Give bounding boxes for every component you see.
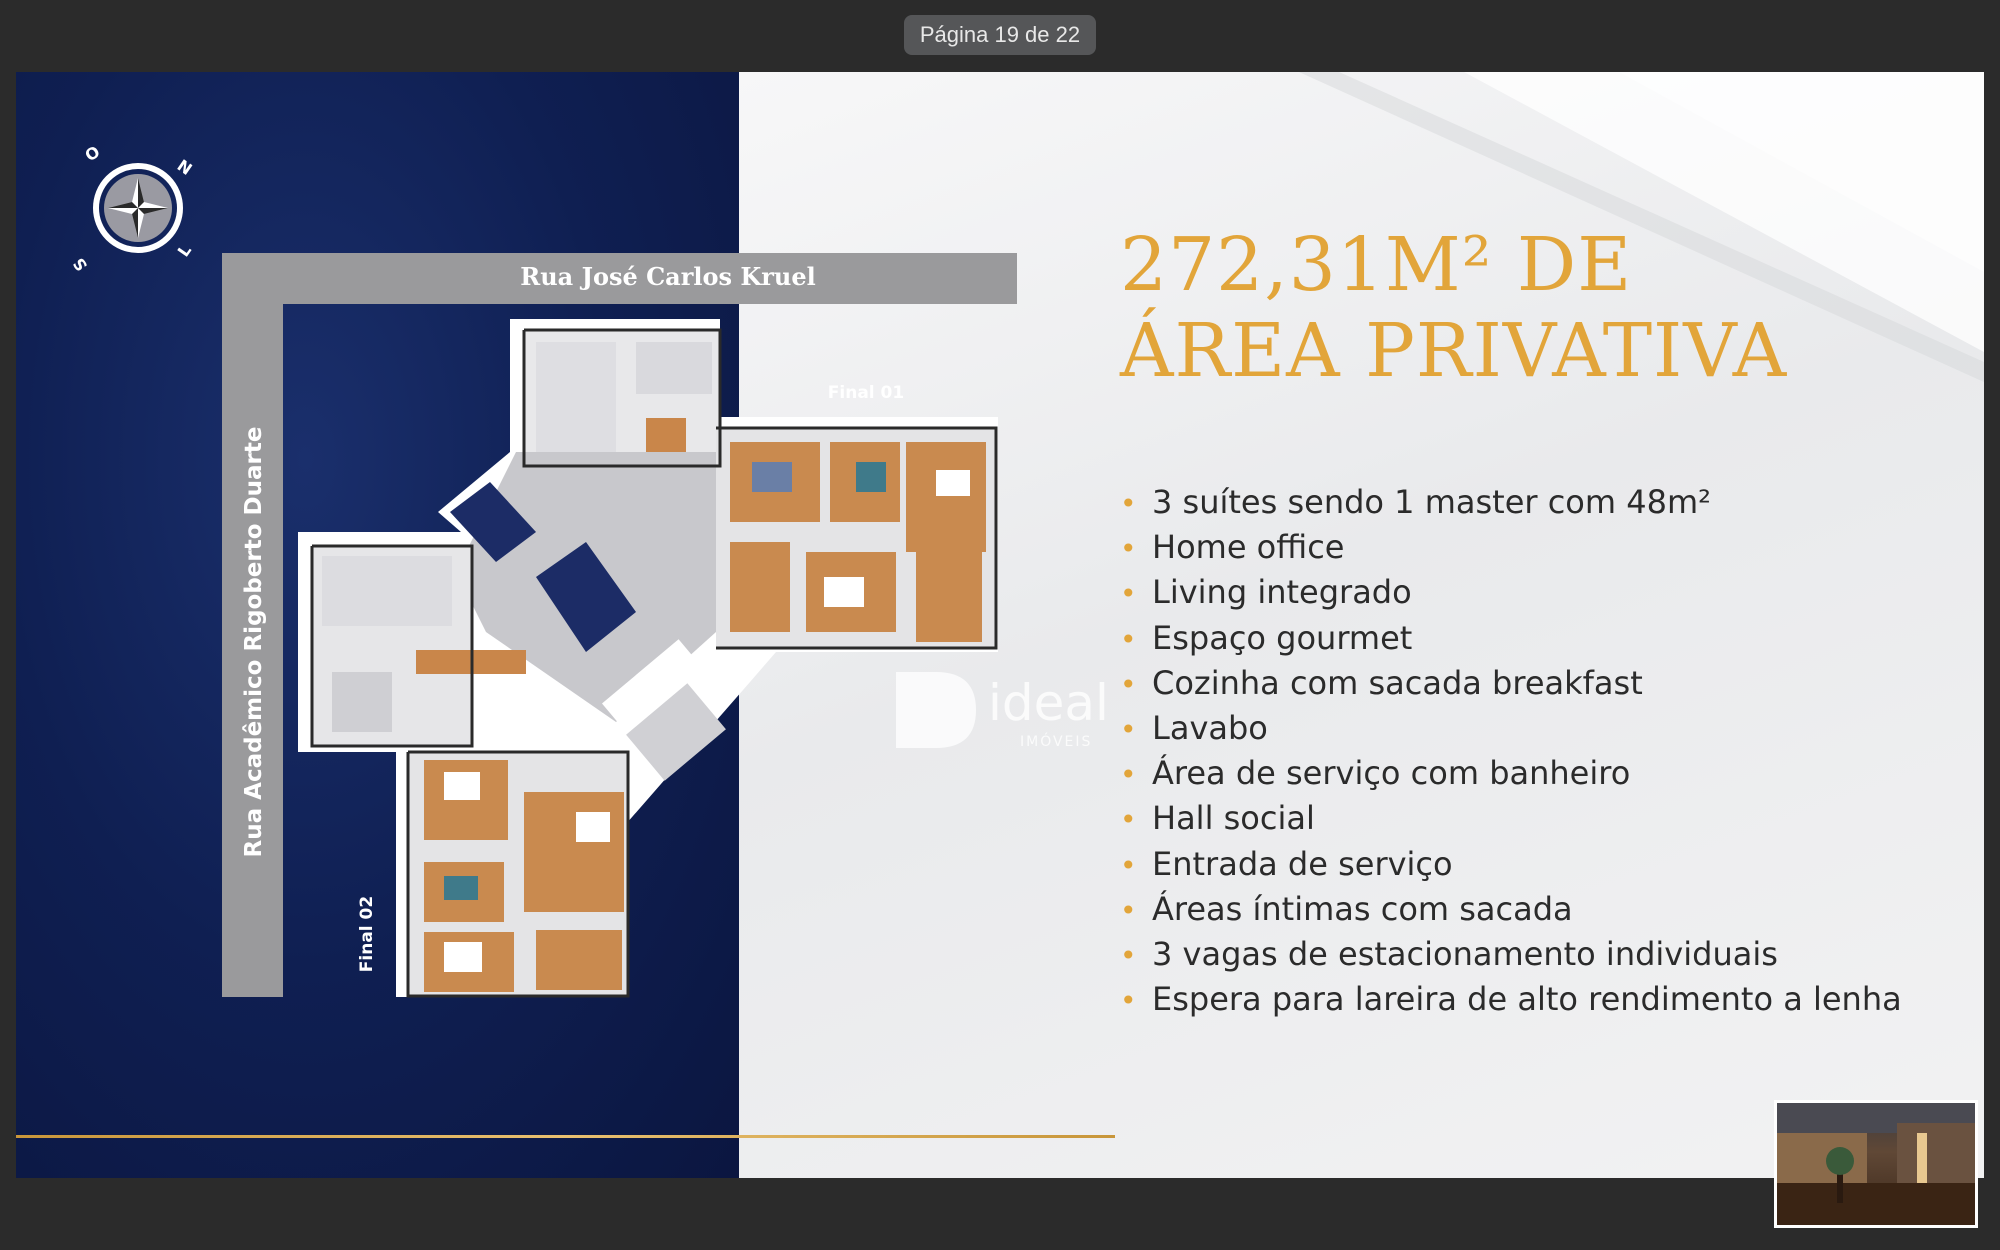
bullet-icon: • bbox=[1120, 622, 1137, 656]
label-final02: Final 02 bbox=[357, 895, 377, 973]
compass-n: N bbox=[173, 155, 196, 179]
slide-canvas bbox=[16, 72, 1984, 1178]
watermark-sub: IMÓVEIS bbox=[1020, 734, 1093, 750]
watermark-brand: ideal bbox=[988, 674, 1109, 732]
bullet-icon: • bbox=[1120, 712, 1137, 746]
feature-item: • Cozinha com sacada breakfast bbox=[1120, 661, 1902, 706]
floor-plan bbox=[16, 72, 1116, 1132]
bullet-icon: • bbox=[1120, 487, 1137, 520]
feature-item: • Home office bbox=[1120, 525, 1902, 570]
feature-item: • 3 suítes sendo 1 master com 48m² bbox=[1120, 480, 1902, 525]
bullet-icon: • bbox=[1120, 577, 1137, 611]
bullet-icon: • bbox=[1120, 803, 1137, 837]
bullet-icon: • bbox=[1120, 848, 1137, 882]
bullet-icon: • bbox=[1120, 532, 1137, 566]
feature-item: • Living integrado bbox=[1120, 570, 1902, 615]
ideal-watermark-logo bbox=[896, 662, 1136, 752]
feature-item: • Áreas íntimas com sacada bbox=[1120, 887, 1902, 932]
feature-item: • 3 vagas de estacionamento individuais bbox=[1120, 932, 1902, 977]
feature-item: • Área de serviço com banheiro bbox=[1120, 751, 1902, 796]
street-top-label: Rua José Carlos Kruel bbox=[520, 262, 816, 291]
thumbnail-preview bbox=[1777, 1103, 1975, 1225]
feature-item: • Hall social bbox=[1120, 796, 1902, 841]
feature-item: • Lavabo bbox=[1120, 706, 1902, 751]
bullet-icon: • bbox=[1120, 984, 1137, 1018]
next-slide-thumbnail[interactable] bbox=[1774, 1100, 1978, 1228]
bullet-icon: • bbox=[1120, 938, 1137, 972]
feature-item: • Espera para lareira de alto rendimento a lenha bbox=[1120, 977, 1902, 1022]
compass-l: L bbox=[173, 241, 196, 261]
title-line-1: 272,31M² DE bbox=[1120, 222, 1633, 308]
compass-s: S bbox=[69, 254, 92, 275]
feature-list bbox=[1120, 480, 1902, 1022]
building bbox=[298, 319, 998, 997]
compass-o: O bbox=[81, 141, 104, 166]
area-title bbox=[1120, 222, 1787, 394]
bullet-icon: • bbox=[1120, 667, 1137, 701]
title-line-2: ÁREA PRIVATIVA bbox=[1120, 308, 1788, 394]
feature-item: • Entrada de serviço bbox=[1120, 842, 1902, 887]
bullet-icon: • bbox=[1120, 893, 1137, 927]
feature-item: • Espaço gourmet bbox=[1120, 616, 1902, 661]
street-left-label: Rua Acadêmico Rigoberto Duarte bbox=[241, 426, 267, 858]
label-final01: Final 01 bbox=[827, 383, 905, 403]
gold-divider bbox=[16, 1135, 1115, 1138]
bullet-icon: • bbox=[1120, 758, 1137, 792]
page-indicator: Página 19 de 22 bbox=[904, 15, 1096, 55]
